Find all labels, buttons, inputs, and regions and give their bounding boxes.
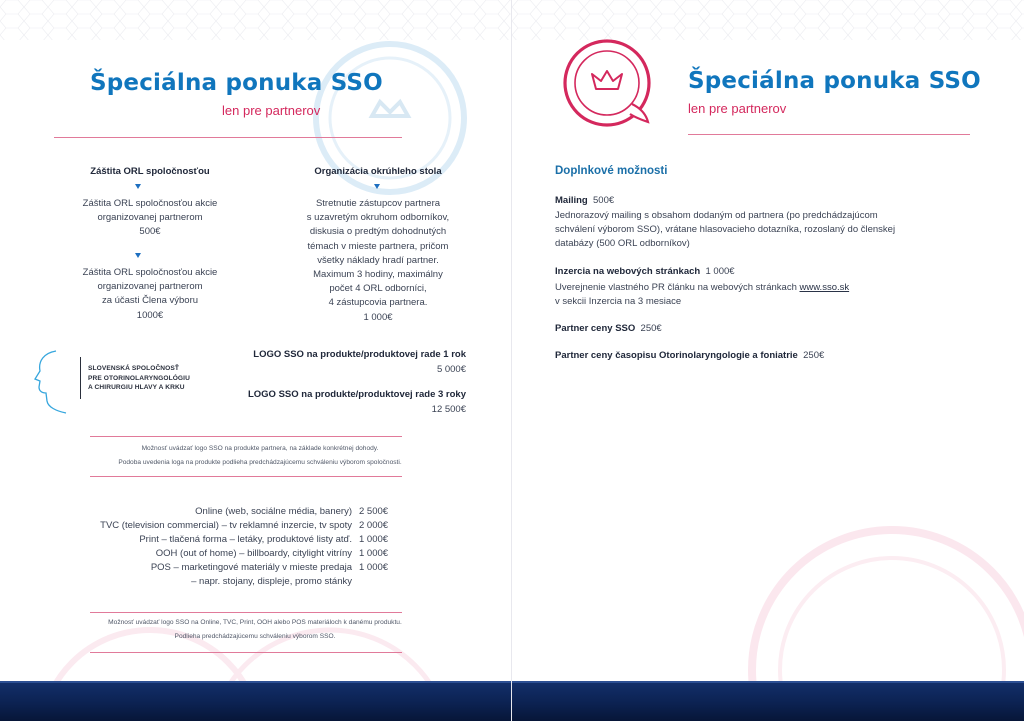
web-ads-price: 1 000€ bbox=[705, 266, 735, 277]
crown-badge-icon bbox=[552, 36, 662, 136]
column-heading-roundtable: Organizácia okrúhleho stola bbox=[314, 166, 442, 177]
web-ads-label: Inzercia na webových stránkach bbox=[555, 266, 701, 277]
partner-journal-price: 250€ bbox=[803, 350, 825, 361]
page-subtitle: len pre partnerov bbox=[688, 101, 787, 116]
media-item-price: 2 500€ bbox=[359, 506, 389, 517]
footer-bar bbox=[0, 681, 512, 721]
mailing-item bbox=[555, 194, 614, 208]
patronage-option-1: Záštita ORL spoločnosťou akcie organizovanej partnerom 500€ bbox=[82, 198, 218, 238]
patronage-option-2: Záštita ORL spoločnosťou akcie organizovanej partnerom za účasti Člena výboru 1000€ bbox=[82, 267, 218, 321]
page-title: Špeciálna ponuka SSO bbox=[688, 68, 981, 94]
media-item-label: TVC (television commercial) – tv reklamné inzercie, tv spoty bbox=[100, 520, 352, 531]
partner-journal-item bbox=[555, 349, 824, 363]
page-gutter bbox=[511, 0, 512, 721]
hex-pattern-decoration bbox=[0, 0, 512, 40]
media-item-label: POS – marketingové materiály v mieste predaja bbox=[150, 562, 352, 573]
mailing-price: 500€ bbox=[593, 195, 615, 206]
society-logo-text: SLOVENSKÁ SPOLOČNOSŤ PRE OTORINOLARYNGOLÓGIU A CHIRURGIU HLAVY A KRKU bbox=[88, 365, 190, 391]
hex-pattern-decoration bbox=[512, 0, 1024, 40]
media-item-price: 2 000€ bbox=[359, 520, 389, 531]
logo-usage-note: Možnosť uvádzať logo SSO na produkte partnera, na základe konkrétnej dohody. Podoba uvedenia loga na produkte podlieha predchádzajúcemu schváleniu výborom spoločnosti. bbox=[118, 445, 402, 466]
right-page bbox=[512, 0, 1024, 721]
triangle-down-icon bbox=[374, 184, 380, 189]
media-item-label: Print – tlačená forma – letáky, produktové listy atď. bbox=[139, 534, 352, 545]
column-heading-patronage: Záštita ORL spoločnosťou bbox=[90, 166, 210, 177]
note-divider-top bbox=[90, 612, 402, 613]
note-divider-bottom bbox=[90, 476, 402, 477]
title-divider bbox=[688, 134, 970, 135]
media-item-price: 1 000€ bbox=[359, 562, 389, 573]
head-profile-icon bbox=[30, 349, 70, 415]
logo-offer-2-price: 12 500€ bbox=[431, 404, 466, 415]
bottom-circle-decoration bbox=[712, 500, 1024, 681]
logo-offer-2-label: LOGO SSO na produkte/produktovej rade 3 roky bbox=[247, 389, 466, 400]
page-title: Špeciálna ponuka SSO bbox=[90, 70, 383, 96]
roundtable-description: Stretnutie zástupcov partnera s uzavretým okruhom odborníkov, diskusia o predtým dohodnutých témach v mieste partnera, pričom všetky náklady hradí partner. Maximum 3 hodiny, maximálny počet 4 ORL odborníci, 4 zástupcovia partnera. 1 000€ bbox=[306, 198, 450, 323]
sso-website-link[interactable]: www.sso.sk bbox=[799, 282, 850, 293]
logo-offer-1-label: LOGO SSO na produkte/produktovej rade 1 rok bbox=[253, 349, 466, 360]
partner-sso-label: Partner ceny SSO bbox=[555, 323, 636, 334]
web-ads-item bbox=[555, 265, 735, 279]
media-item-price: 1 000€ bbox=[359, 534, 389, 545]
mailing-label: Mailing bbox=[555, 195, 588, 206]
title-divider bbox=[54, 137, 402, 138]
bottom-circle-decoration bbox=[30, 600, 490, 690]
partner-sso-price: 250€ bbox=[640, 323, 662, 334]
partner-sso-item bbox=[555, 322, 662, 336]
note-divider-top bbox=[90, 436, 402, 437]
media-item-label: OOH (out of home) – billboardy, citylight vitríny bbox=[155, 548, 352, 559]
partner-journal-label: Partner ceny časopisu Otorinolaryngologie a foniatrie bbox=[555, 350, 798, 361]
mailing-description: Jednorazový mailing s obsahom dodaným od partnera (po predchádzajúcom schválení výborom SSO), vrátane hlasovacieho dotazníka, rozoslaný do členskej databázy (500 ORL odborníkov) bbox=[555, 210, 896, 249]
page-subtitle: len pre partnerov bbox=[222, 103, 321, 118]
media-usage-note: Možnosť uvádzať logo SSO na Online, TVC, Print, OOH alebo POS materiáloch k danému produktu. Podlieha predchádzajúcemu schváleniu výborom SSO. bbox=[108, 619, 402, 640]
triangle-down-icon bbox=[135, 253, 141, 258]
section-title: Doplnkové možnosti bbox=[555, 165, 668, 177]
web-ads-description: Uverejnenie vlastného PR článku na webových stránkach www.sso.sk v sekcii Inzercia na 3 mesiace bbox=[555, 282, 850, 307]
media-item-label: Online (web, sociálne média, banery) bbox=[195, 506, 352, 517]
media-item-label: – napr. stojany, displeje, promo stánky bbox=[191, 576, 352, 587]
footer-bar bbox=[512, 681, 1024, 721]
logo-offer-1-price: 5 000€ bbox=[436, 364, 466, 375]
logo-divider bbox=[80, 357, 81, 399]
note-divider-bottom bbox=[90, 652, 402, 653]
media-item-price: 1 000€ bbox=[359, 548, 389, 559]
triangle-down-icon bbox=[135, 184, 141, 189]
